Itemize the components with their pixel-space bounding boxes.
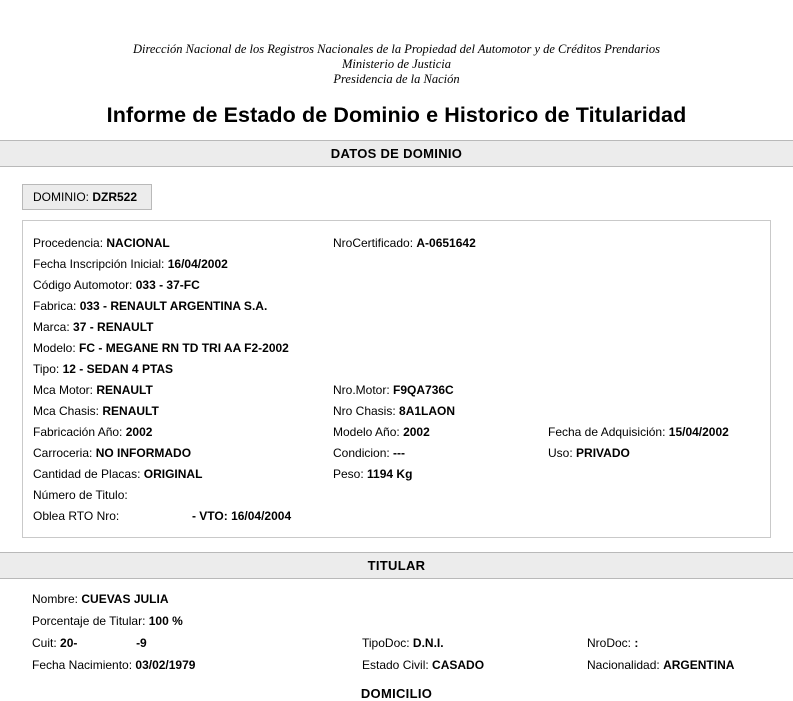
datos-dominio-section [0,167,793,538]
section-header-datos-dominio: DATOS DE DOMINIO [0,140,793,167]
uso-label: Uso: [548,446,573,460]
header-line-organization: Dirección Nacional de los Registros Nacionales de la Propiedad del Automotor y de Créditos Prendarios [132,42,661,56]
row-marca [33,317,760,338]
section-header-domicilio: DOMICILIO [360,686,433,701]
field-codigo-automotor [33,275,333,296]
field-modelo [33,338,333,359]
field-porcentaje [32,610,362,632]
row-fabrica [33,296,760,317]
nrodoc-label: NroDoc: [587,636,632,650]
porcentaje-label: Porcentaje de Titular: [32,614,146,628]
field-procedencia [33,233,333,254]
field-uso [548,443,760,464]
fabricacion-anio-value: 2002 [125,425,153,439]
nro-motor-value: F9QA736C [393,383,454,397]
codigo-automotor-label: Código Automotor: [33,278,133,292]
dominio-label: DOMINIO: [33,190,89,204]
condicion-value: --- [393,446,406,460]
section-header-titular: TITULAR [0,552,793,579]
datos-dominio-box [22,220,771,538]
row-mca-chasis [33,401,760,422]
carroceria-label: Carroceria: [33,446,93,460]
dominio-badge [22,184,152,210]
field-estado-civil [362,654,587,676]
field-nombre [32,588,362,610]
modelo-label: Modelo: [33,341,76,355]
nro-chasis-value: 8A1LAON [399,404,456,418]
field-fecha-nacimiento [32,654,362,676]
row-mca-motor [33,380,760,401]
row-fecha-nacimiento [32,654,761,676]
row-modelo [33,338,760,359]
codigo-automotor-value: 033 - 37-FC [135,278,200,292]
page-title: Informe de Estado de Dominio e Historico de Titularidad [106,103,687,127]
peso-value: 1194 Kg [367,467,413,481]
nrodoc-value: : [634,636,639,650]
header-line-presidency: Presidencia de la Nación [333,72,460,86]
nrocertificado-label: NroCertificado: [333,236,414,250]
row-nombre [32,588,761,610]
field-oblea [33,506,333,527]
row-porcentaje [32,610,761,632]
marca-label: Marca: [33,320,70,334]
condicion-label: Condicion: [333,446,390,460]
oblea-value: - VTO: 16/04/2004 [191,509,292,523]
numero-titulo-label: Número de Titulo: [33,488,128,502]
field-mca-motor [33,380,333,401]
row-procedencia-spacer [548,233,760,254]
field-nacionalidad [587,654,761,676]
mca-chasis-value: RENAULT [102,404,159,418]
row-cantidad-placas-spacer [548,464,760,485]
estado-civil-label: Estado Civil: [362,658,429,672]
dominio-value: DZR522 [92,190,138,204]
field-fabricacion-anio [33,422,333,443]
cuit-prefix: 20- [60,636,78,650]
tipo-value: 12 - SEDAN 4 PTAS [62,362,174,376]
uso-value: PRIVADO [576,446,630,460]
row-tipo [33,359,760,380]
mca-motor-value: RENAULT [96,383,153,397]
fecha-nacimiento-value: 03/02/1979 [135,658,196,672]
procedencia-value: NACIONAL [106,236,170,250]
mca-chasis-label: Mca Chasis: [33,404,100,418]
fecha-adquisicion-label: Fecha de Adquisición: [548,425,666,439]
tipodoc-value: D.N.I. [412,636,444,650]
field-fecha-adquisicion [548,422,760,443]
cantidad-placas-value: ORIGINAL [143,467,203,481]
fecha-inscripcion-label: Fecha Inscripción Inicial: [33,257,165,271]
field-marca [33,317,333,338]
fabrica-label: Fabrica: [33,299,77,313]
document-header [0,0,793,87]
field-cantidad-placas [33,464,333,485]
oblea-label: Oblea RTO Nro: [33,509,120,523]
field-tipo [33,359,333,380]
nombre-label: Nombre: [32,592,79,606]
field-mca-chasis [33,401,333,422]
row-mca-motor-spacer [548,380,760,401]
fecha-adquisicion-value: 15/04/2002 [668,425,729,439]
row-fabricacion-anio [33,422,760,443]
fecha-inscripcion-value: 16/04/2002 [167,257,228,271]
field-nro-chasis [333,401,548,422]
carroceria-value: NO INFORMADO [95,446,192,460]
field-modelo-anio [333,422,548,443]
nro-motor-label: Nro.Motor: [333,383,390,397]
row-numero-titulo [33,485,760,506]
peso-label: Peso: [333,467,364,481]
header-line-ministry: Ministerio de Justicia [341,57,451,71]
row-codigo-automotor [33,275,760,296]
field-numero-titulo [33,485,333,506]
titular-rows [22,579,771,676]
fecha-nacimiento-label: Fecha Nacimiento: [32,658,133,672]
marca-value: 37 - RENAULT [73,320,154,334]
row-procedencia [33,233,760,254]
tipo-label: Tipo: [33,362,60,376]
cantidad-placas-label: Cantidad de Placas: [33,467,141,481]
estado-civil-value: CASADO [432,658,485,672]
field-tipodoc [362,632,587,654]
porcentaje-value: 100 % [148,614,183,628]
nombre-value: CUEVAS JULIA [81,592,169,606]
field-carroceria [33,443,333,464]
row-cuit [32,632,761,654]
field-peso [333,464,548,485]
row-cantidad-placas [33,464,760,485]
nro-chasis-label: Nro Chasis: [333,404,396,418]
row-mca-chasis-spacer [548,401,760,422]
field-nrodoc [587,632,761,654]
field-condicion [333,443,548,464]
field-cuit [32,632,362,654]
modelo-anio-label: Modelo Año: [333,425,400,439]
nrocertificado-value: A-0651642 [416,236,476,250]
fabrica-value: 033 - RENAULT ARGENTINA S.A. [79,299,268,313]
modelo-value: FC - MEGANE RN TD TRI AA F2-2002 [79,341,289,355]
cuit-suffix: -9 [136,636,147,650]
row-fecha-inscripcion [33,254,760,275]
nacionalidad-label: Nacionalidad: [587,658,660,672]
fabricacion-anio-label: Fabricación Año: [33,425,123,439]
row-oblea [33,506,760,527]
mca-motor-label: Mca Motor: [33,383,94,397]
field-fecha-inscripcion [33,254,333,275]
field-nrocertificado [333,233,548,254]
tipodoc-label: TipoDoc: [362,636,410,650]
field-nro-motor [333,380,548,401]
row-carroceria [33,443,760,464]
nacionalidad-value: ARGENTINA [663,658,735,672]
titular-section [0,579,793,676]
procedencia-label: Procedencia: [33,236,104,250]
field-fabrica [33,296,333,317]
cuit-label: Cuit: [32,636,57,650]
modelo-anio-value: 2002 [403,425,430,439]
